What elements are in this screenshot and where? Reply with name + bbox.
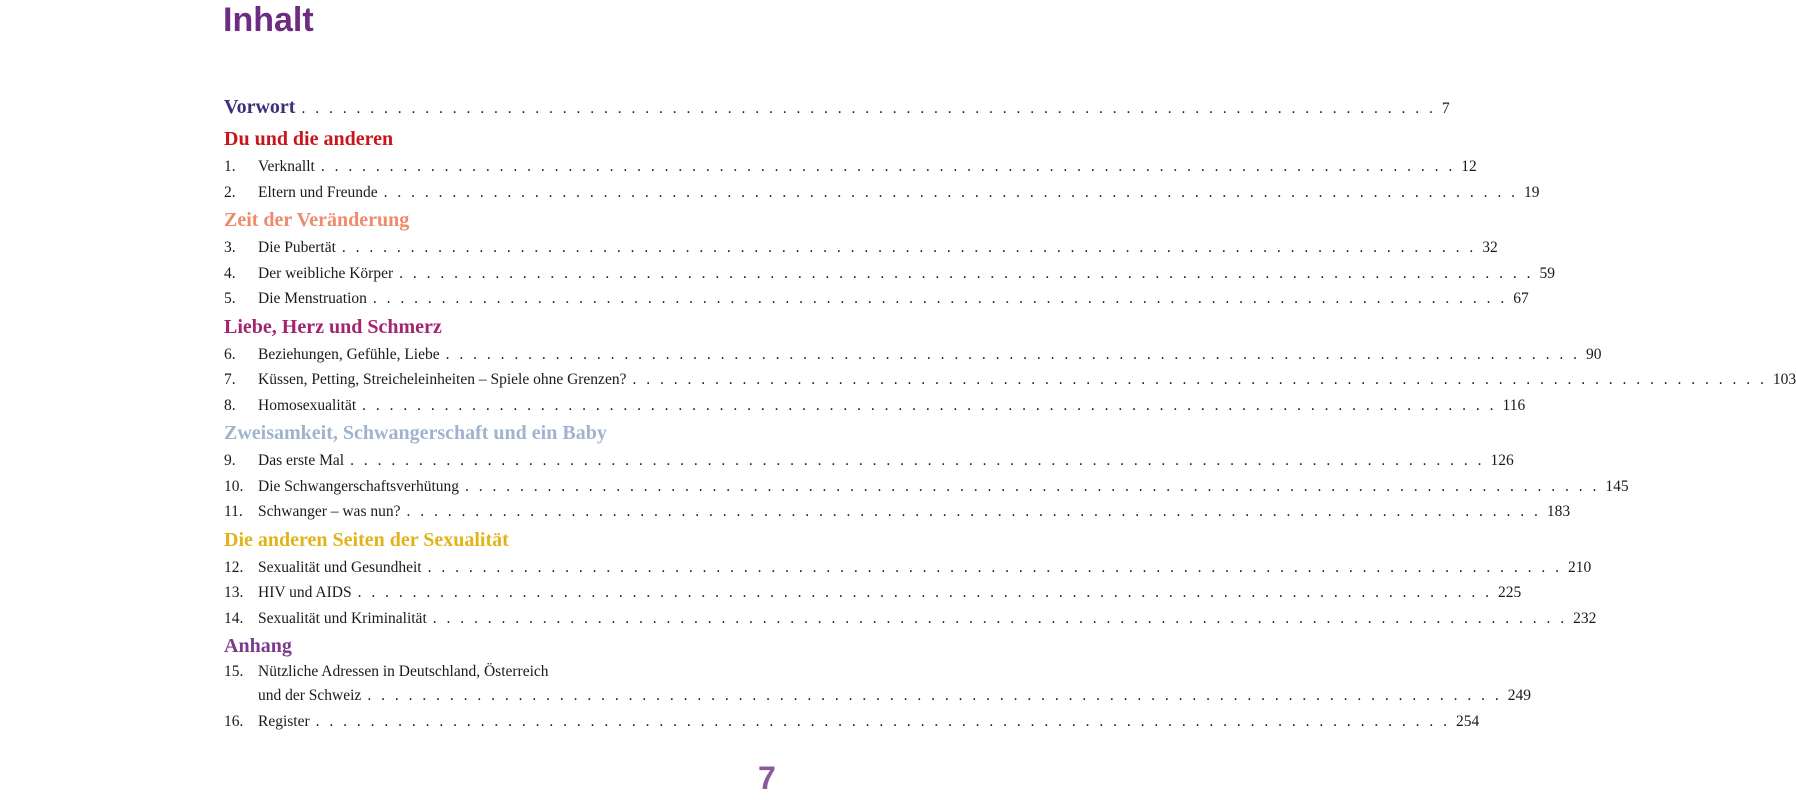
toc-entry: [224, 555, 1592, 581]
entry-number: 16.: [224, 712, 244, 730]
dot-leader: . . . . . . . . . . . . . . . . . . . . . . . . . . . . . . . . . . . . . . . . . . . . . . . . . . . . . . . . . . . . . . . . . . . . . . . . . . . . . . . . . . .: [406, 503, 1541, 520]
section-heading: Du und die anderen: [224, 128, 394, 150]
entry-title: Der weibliche Körper: [258, 264, 394, 282]
entry-page: 232: [1573, 609, 1597, 627]
entry-number: 8.: [224, 396, 236, 414]
dot-leader: . . . . . . . . . . . . . . . . . . . . . . . . . . . . . . . . . . . . . . . . . . . . . . . . . . . . . . . . . . . . . . . . . . . . . . . . . . . . . . . . . . .: [350, 452, 1485, 469]
entry-number: 9.: [224, 452, 236, 469]
entry-page: 32: [1482, 239, 1498, 256]
dot-leader: . . . . . . . . . . . . . . . . . . . . . . . . . . . . . . . . . . . . . . . . . . . . . . . . . . . . . . . . . . . . . . . . . . . . . . . . . . . . . . . . . . .: [427, 558, 1562, 576]
dot-leader: . . . . . . . . . . . . . . . . . . . . . . . . . . . . . . . . . . . . . . . . . . . . . . . . . . . . . . . . . . . . . . . . . . . . . . . . . . . . . . . . . . .: [632, 371, 1767, 388]
toc-entry: [224, 286, 1529, 312]
entry-title: Homosexualität: [258, 396, 357, 414]
preface-label: Vorwort: [224, 96, 296, 118]
toc-entry: [224, 580, 1522, 606]
dot-leader: . . . . . . . . . . . . . . . . . . . . . . . . . . . . . . . . . . . . . . . . . . . . . . . . . . . . . . . . . . . . . . . . . . . . . . . . . . . . . . . . . . .: [372, 290, 1508, 307]
entry-title: Sexualität und Kriminalität: [258, 609, 427, 627]
entry-number: 3.: [224, 239, 236, 256]
entry-title: Die Menstruation: [258, 290, 367, 307]
toc-entry: [224, 393, 1526, 419]
entry-title: Nützliche Adressen in Deutschland, Österreich: [258, 663, 549, 680]
dot-leader: . . . . . . . . . . . . . . . . . . . . . . . . . . . . . . . . . . . . . . . . . . . . . . . . . . . . . . . . . . . . . . . . . . . . . . . . . . . . . . . . . . .: [367, 687, 1502, 704]
entry-title: Sexualität und Gesundheit: [258, 558, 422, 576]
dot-leader: . . . . . . . . . . . . . . . . . . . . . . . . . . . . . . . . . . . . . . . . . . . . . . . . . . . . . . . . . . . . . . . . . . . . . . . . . . . . . . . . . . .: [383, 183, 1519, 201]
toc-entry: [224, 499, 1571, 525]
entry-page: 249: [1507, 687, 1531, 704]
entry-page: 116: [1502, 396, 1526, 414]
toc-entry: [224, 474, 1629, 500]
toc-entry: [224, 261, 1556, 287]
preface-page: 7: [1441, 100, 1450, 117]
dot-leader: . . . . . . . . . . . . . . . . . . . . . . . . . . . . . . . . . . . . . . . . . . . . . . . . . . . . . . . . . . . . . . . . . . . . . . . . . . . . . . . . . . .: [357, 584, 1492, 601]
entry-page: 103: [1772, 371, 1796, 388]
entry-page: 254: [1456, 712, 1480, 730]
toc-entry: [224, 606, 1597, 632]
entry-number: 5.: [224, 290, 236, 307]
toc-entry: [224, 367, 1796, 393]
entry-number: 4.: [224, 264, 236, 282]
entry-title: Das erste Mal: [258, 452, 345, 469]
entry-title: Eltern und Freunde: [258, 183, 378, 201]
entry-page: 183: [1546, 503, 1571, 520]
dot-leader: . . . . . . . . . . . . . . . . . . . . . . . . . . . . . . . . . . . . . . . . . . . . . . . . . . . . . . . . . . . . . . . . . . . . . . . . . . . . . . . . . . .: [320, 158, 1456, 175]
entry-title: Die Schwangerschaftsverhütung: [258, 477, 460, 495]
entry-number: 2.: [224, 183, 236, 201]
section-heading: Die anderen Seiten der Sexualität: [224, 528, 509, 551]
toc-entry: [224, 709, 1480, 735]
dot-leader: . . . . . . . . . . . . . . . . . . . . . . . . . . . . . . . . . . . . . . . . . . . . . . . . . . . . . . . . . . . . . . . . . . . . . . . . . . . . . . . . . . .: [399, 264, 1534, 282]
entry-title: Register: [258, 712, 310, 730]
entry-page: 67: [1513, 290, 1529, 307]
dot-leader: . . . . . . . . . . . . . . . . . . . . . . . . . . . . . . . . . . . . . . . . . . . . . . . . . . . . . . . . . . . . . . . . . . . . . . . . . . . . . . . . . . .: [465, 477, 1600, 495]
section-heading: Zeit der Veränderung: [224, 209, 410, 231]
toc-sections: [224, 124, 1796, 734]
dot-leader: . . . . . . . . . . . . . . . . . . . . . . . . . . . . . . . . . . . . . . . . . . . . . . . . . . . . . . . . . . . . . . . . . . . . . . . . . . . . . . . . . . .: [432, 609, 1568, 627]
entry-page: 59: [1539, 264, 1556, 282]
dot-leader: . . . . . . . . . . . . . . . . . . . . . . . . . . . . . . . . . . . . . . . . . . . . . . . . . . . . . . . . . . . . . . . . . . . . . . . . . . . . . . . . . . .: [362, 396, 1497, 414]
entry-number: 14.: [224, 609, 244, 627]
toc-entry: [224, 448, 1514, 474]
section-heading: Liebe, Herz und Schmerz: [224, 315, 442, 338]
toc-entry: [224, 661, 1531, 709]
toc-entry: [224, 180, 1540, 206]
entry-page: 19: [1524, 183, 1540, 201]
entry-page: 90: [1586, 345, 1602, 363]
page-number: 7: [758, 760, 776, 796]
entry-title: Beziehungen, Gefühle, Liebe: [258, 345, 440, 363]
entry-page: 145: [1605, 477, 1629, 495]
dot-leader: . . . . . . . . . . . . . . . . . . . . . . . . . . . . . . . . . . . . . . . . . . . . . . . . . . . . . . . . . . . . . . . . . . . . . . . . . . . . . . . . . . .: [445, 345, 1580, 363]
dot-leader: . . . . . . . . . . . . . . . . . . . . . . . . . . . . . . . . . . . . . . . . . . . . . . . . . . . . . . . . . . . . . . . . . . . . . . . . . . . . . . . . . . .: [341, 239, 1477, 256]
entry-number: 12.: [224, 558, 244, 576]
toc-entry: [224, 154, 1477, 180]
toc-entry: [224, 342, 1602, 368]
entry-number: 10.: [224, 477, 244, 495]
entry-title: Verknallt: [258, 158, 315, 175]
entry-title: HIV und AIDS: [258, 584, 352, 601]
entry-number: 13.: [224, 584, 244, 601]
section-heading: Zweisamkeit, Schwangerschaft und ein Baby: [224, 422, 607, 444]
preface-entry: [224, 92, 1450, 124]
entry-page: 126: [1490, 452, 1514, 469]
section-heading: Anhang: [224, 635, 292, 657]
entry-title-continuation: und der Schweiz: [258, 687, 362, 704]
entry-number: 7.: [224, 371, 236, 388]
entry-number: 11.: [224, 503, 243, 520]
entry-number: 6.: [224, 345, 236, 363]
table-of-contents: [224, 92, 1796, 734]
dot-leader: . . . . . . . . . . . . . . . . . . . . . . . . . . . . . . . . . . . . . . . . . . . . . . . . . . . . . . . . . . . . . . . . . . . . . . . . . . . . . . . . . . .: [301, 100, 1436, 117]
entry-number: 1.: [224, 158, 236, 175]
entry-page: 12: [1461, 158, 1477, 175]
entry-number: 15.: [224, 663, 244, 680]
entry-title: Schwanger – was nun?: [258, 503, 401, 520]
entry-title: Die Pubertät: [258, 239, 336, 256]
entry-title: Küssen, Petting, Streicheleinheiten – Spiele ohne Grenzen?: [258, 371, 627, 388]
dot-leader: . . . . . . . . . . . . . . . . . . . . . . . . . . . . . . . . . . . . . . . . . . . . . . . . . . . . . . . . . . . . . . . . . . . . . . . . . . . . . . . . . . .: [315, 712, 1451, 730]
entry-page: 225: [1497, 584, 1522, 601]
page-title: Inhalt: [223, 1, 314, 39]
entry-page: 210: [1567, 558, 1592, 576]
toc-entry: [224, 235, 1498, 261]
